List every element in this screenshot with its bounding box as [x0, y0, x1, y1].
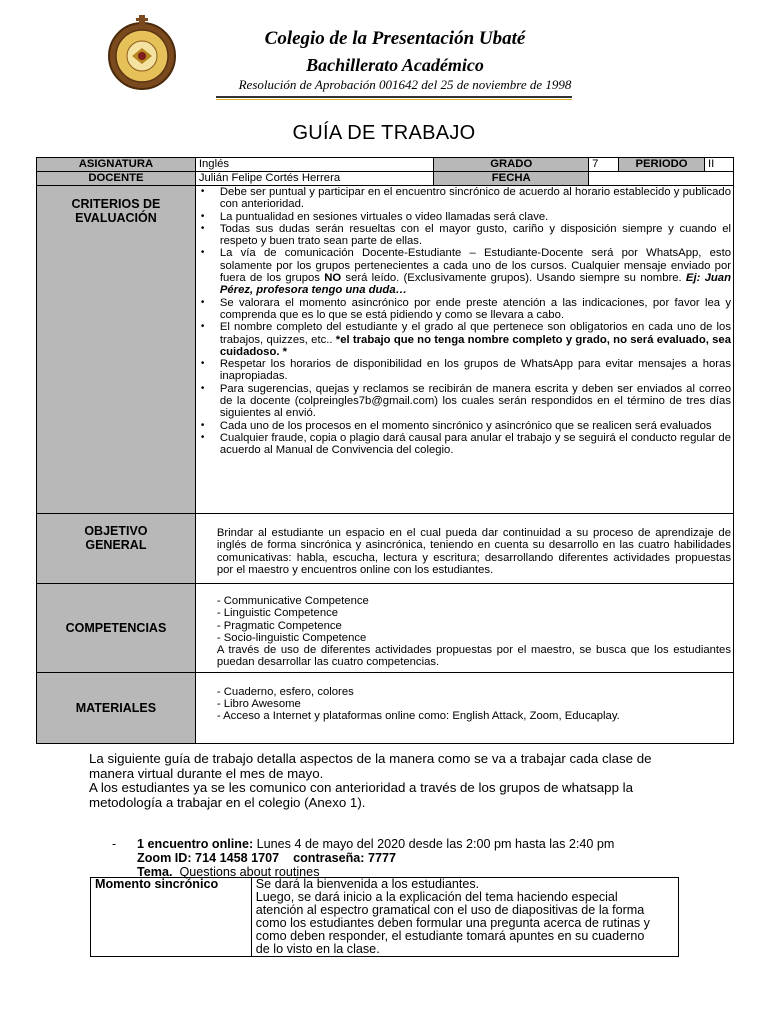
material-item: - Libro Awesome [216, 698, 301, 711]
guide-table [36, 157, 734, 744]
list-item: • La puntualidad en sesiones virtuales o video llamadas será clave. [220, 211, 731, 223]
intro-paragraph-2: A los estudiantes ya se les comunico con anterioridad a través de los grupos de whatsapp la metodología a trabajar en el colegio (Anexo 1). [89, 780, 634, 810]
list-item: • Se valorara el momento asincrónico por ende preste atención a las indicaciones, por favor lea y comprenda que es lo que se está pidiendo y como se llevara a cabo. [220, 297, 731, 322]
fecha-value [589, 172, 734, 186]
competencia-item: - Communicative Competence [216, 595, 369, 607]
list-item: • Cada uno de los procesos en el momento sincrónico y asincrónico que se realicen será evaluados [220, 420, 731, 432]
via-example: Ej: Juan Pérez, profesora tengo una duda… [219, 272, 731, 297]
asignatura-value: Inglés [195, 158, 434, 172]
via-text-2: será leído. (Exclusivamente grupos). Usando siempre su nombre. [341, 272, 686, 285]
list-item: • Cualquier fraude, copia o plagio dará causal para anular el trabajo y se seguirá el conducto regular de acuerdo al Manual de Convivencia del colegio. [220, 432, 731, 457]
material-item: - Acceso a Internet y plataformas online como: English Attack, Zoom, Educaplay. [216, 710, 620, 723]
encuentro-when: Lunes 4 de mayo del 2020 desde las 2:00 pm hasta las 2:40 pm [253, 837, 615, 851]
fecha-label: FECHA [434, 172, 589, 186]
list-item: • Respetar los horarios de disponibilidad en los grupos de WhatsApp para evitar mensajes a horas inapropiadas. [220, 358, 731, 383]
nombre-warning: *el trabajo que no tenga nombre completo y grado, no será evaluado, sea cuidadoso. * [219, 333, 731, 358]
materiales-label-text: MATERIALES [75, 700, 157, 715]
encuentro-line [137, 837, 697, 851]
momento-cell [251, 878, 678, 957]
resolution-text: Resolución de Aprobación 001642 del 25 de noviembre de 1998 [238, 77, 572, 92]
page-title: GUÍA DE TRABAJO [292, 122, 476, 144]
materiales-label [37, 672, 196, 743]
competencia-item: - Linguistic Competence [216, 607, 339, 620]
momento-line-1: Se dará la bienvenida a los estudiantes. [255, 877, 480, 891]
intro-paragraph-1: La siguiente guía de trabajo detalla aspectos de la manera como se va a trabajar cada clase de manera virtual durante el mes de mayo. [89, 751, 652, 781]
competencias-label [37, 584, 196, 673]
program-name: Bachillerato Académico [306, 55, 484, 75]
momento-label: Momento sincrónico [91, 878, 252, 957]
docente-value: Julián Felipe Cortés Herrera [195, 172, 434, 186]
objetivo-label-text: OBJETIVO GENERAL [84, 524, 148, 552]
list-item: • Todas sus dudas serán resueltas con el mayor gusto, cariño y disposición siempre y cuando el respeto y buen trato sean parte de ellas. [220, 223, 731, 248]
tema-value: Questions about routines [172, 865, 320, 879]
header-divider [216, 96, 572, 98]
nombre-text: El nombre completo del estudiante y el grado al que pertenece son obligatorios en cada uno de los trabajos, quizzes, etc.. [219, 321, 731, 346]
criterios-cell [195, 186, 733, 514]
school-name: Colegio de la Presentación Ubaté [264, 28, 526, 49]
momento-table [90, 877, 679, 957]
list-item [220, 247, 731, 296]
header-divider-accent [216, 99, 572, 100]
periodo-value: II [704, 158, 733, 172]
competencias-text: A través de uso de diferentes actividades propuestas por el maestro, se busca que los estudiantes puedan desarrollar las cuatro competencias. [216, 644, 731, 669]
objetivo-label [37, 514, 196, 584]
grado-value: 7 [589, 158, 619, 172]
list-item: • Debe ser puntual y participar en el encuentro sincrónico de acuerdo al horario establecido y publicado con anterioridad. [220, 186, 731, 211]
encuentro-label: 1 encuentro online: [137, 837, 254, 851]
tema-label: Tema. [137, 865, 173, 879]
competencias-label-text: COMPETENCIAS [65, 620, 167, 635]
criterios-list [199, 186, 731, 457]
grado-label: GRADO [434, 158, 589, 172]
list-item [220, 321, 731, 358]
zoom-id: Zoom ID: 714 1458 1707 contraseña: 7777 [137, 851, 397, 865]
list-item: • Para sugerencias, quejas y reclamos se recibirán de manera escrita y deben ser enviados al correo de la docente (colpreingles7b@gmail.com) los cuales serán respondidos en el término de tres días siguientes al envió. [220, 383, 731, 420]
zoom-info [137, 851, 697, 865]
materiales-cell [195, 672, 733, 743]
competencia-item: - Socio-linguistic Competence [216, 631, 367, 644]
objetivo-text: Brindar al estudiante un espacio en el cual pueda dar continuidad a su proceso de aprendizaje de inglés de forma sincrónica y asincrónica, teniendo en cuenta su desarrollo en las cuatro habilidades comunicativas: habla, escucha, lectura y escritura; desarrollando diferentes actividades propuestas por el maestro y encuentros online con los estudiantes. [216, 527, 731, 576]
competencia-item: - Pragmatic Competence [216, 619, 342, 632]
docente-label: DOCENTE [37, 172, 196, 186]
criterios-label-text: CRITERIOS DE EVALUACIÓN [71, 197, 161, 225]
via-text: La vía de comunicación Docente-Estudiante – Estudiante-Docente será por WhatsApp, esto solamente por los grupos pertenecientes a cada uno de los cursos. Cualquier mensaje enviado por fuera de los grupos [219, 247, 731, 285]
via-no: NO [324, 272, 342, 285]
encuentro-block [137, 837, 697, 879]
objetivo-cell [195, 514, 733, 584]
criterios-label [37, 186, 196, 514]
material-item: - Cuaderno, esfero, colores [216, 685, 354, 698]
list-dash: - [112, 837, 117, 851]
intro-text [89, 752, 679, 810]
momento-line-2: Luego, se dará inicio a la explicación del tema haciendo especial atención al espectro gramatical con el uso de diapositivas de la forma como los estudiantes deben formular una pregunta acerca de rutinas y como deben responder, el estudiante tomará apuntes en su cuaderno de lo visto en la clase. [255, 890, 650, 956]
competencias-cell [195, 584, 733, 673]
asignatura-label: ASIGNATURA [37, 158, 196, 172]
periodo-label: PERIODO [619, 158, 705, 172]
school-logo [100, 12, 184, 92]
